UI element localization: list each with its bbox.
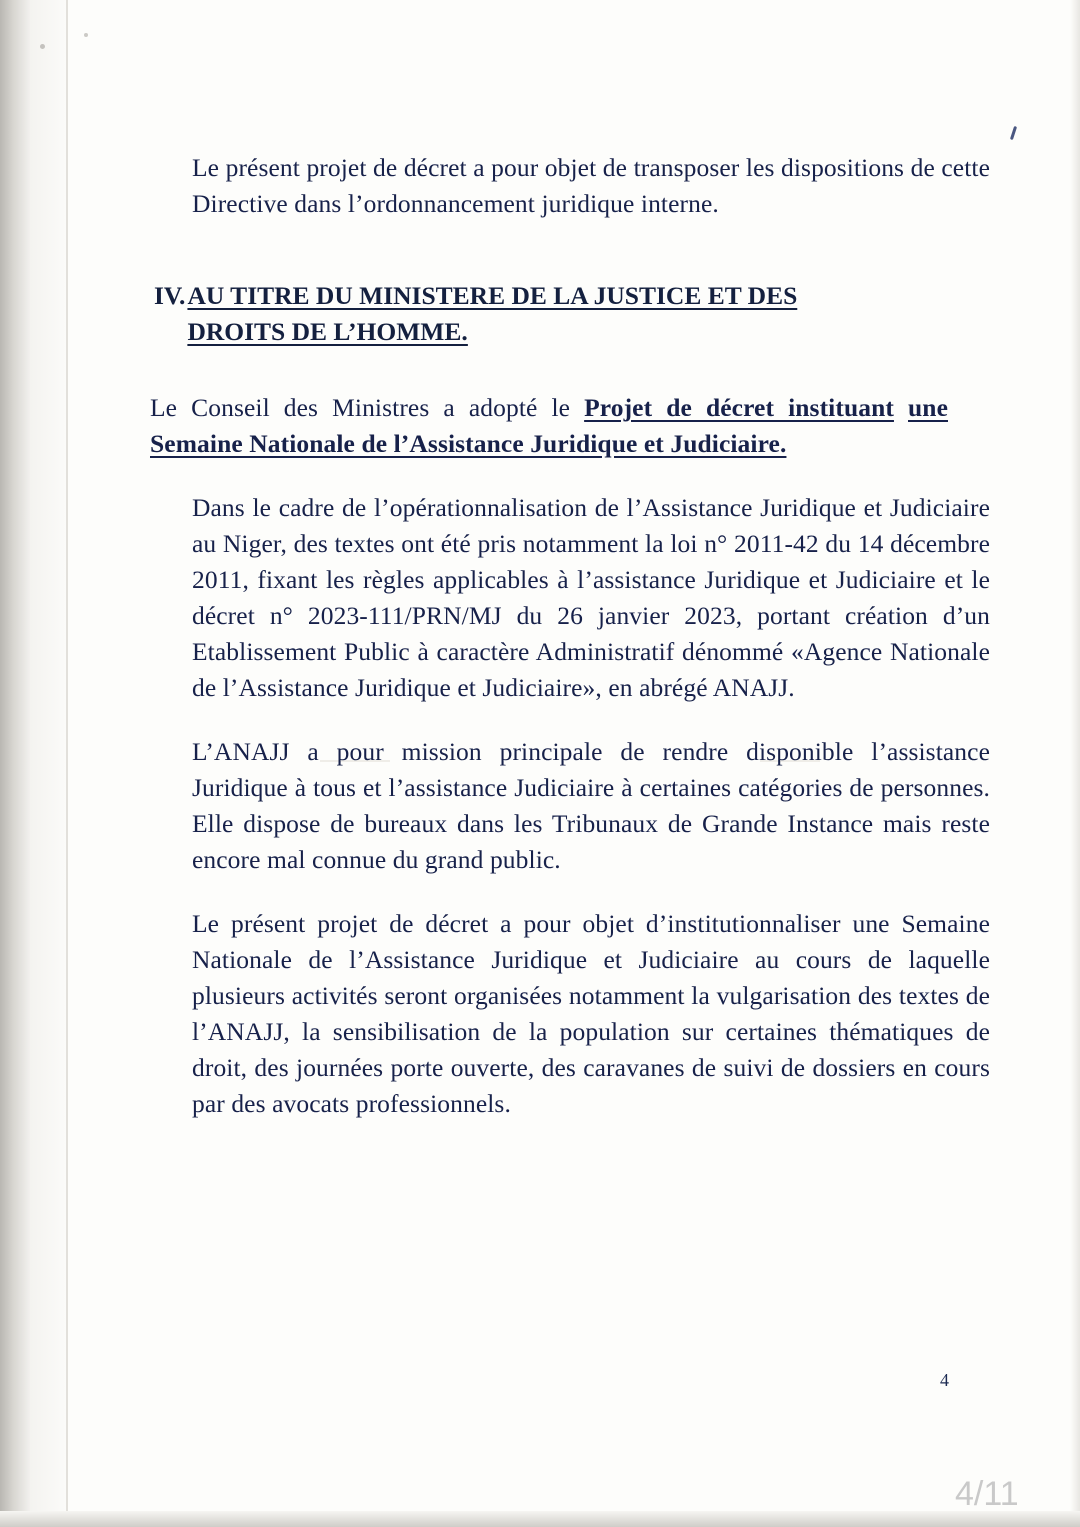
page-left-margin-shadow	[0, 0, 30, 1527]
scan-speck	[40, 44, 45, 49]
page-left-margin-light	[30, 0, 66, 1527]
paragraph-anajj-mission: L’ANAJJ a pour mission principale de rendre disponible l’assistance Juridique à tous et l’assistance Judiciaire à certaines catégories de personnes. Elle dispose de bureaux dans les Tribunaux de Grande Instance mais reste encore mal connue du grand public.	[192, 737, 990, 874]
pen-mark	[1010, 126, 1017, 140]
paragraph-transposition: Le présent projet de décret a pour objet de transposer les dispositions de cette Directive dans l’ordonnancement juridique interne.	[192, 153, 990, 218]
section-title	[187, 278, 977, 350]
paragraph-decree-object: Le présent projet de décret a pour objet d’institutionnaliser une Semaine Nationale de l’Assistance Juridique et Judiciaire au cours de laquelle plusieurs activités seront organisées notamment la vulgarisation des textes de l’ANAJJ, la sensibilisation de la population sur certaines thématiques de droit, des journées porte ouverte, des caravanes de suivi de dossiers en cours par des avocats professionnels.	[192, 909, 990, 1118]
document-body	[150, 150, 990, 1150]
section-heading	[154, 278, 990, 350]
pager-indicator: 4/11	[955, 1475, 1019, 1513]
section-title-line1: AU TITRE DU MINISTERE DE LA JUSTICE ET DES	[187, 281, 798, 310]
adoption-emphasis-line2: une Semaine Nationale de l’Assistance Juridique et Judiciaire.	[150, 393, 948, 458]
section-number: IV.	[154, 281, 186, 310]
page-number: 4	[940, 1370, 949, 1390]
scan-speck	[84, 33, 88, 37]
page-fold-line	[66, 0, 68, 1527]
page-bottom-edge-shadow	[0, 1511, 1080, 1527]
section-title-line2: DROITS DE L’HOMME.	[187, 317, 468, 346]
adoption-emphasis-line1: Projet de décret instituant	[584, 393, 894, 422]
paragraph-context: Dans le cadre de l’opérationnalisation de l’Assistance Juridique et Judiciaire au Niger, des textes ont été pris notamment la loi n° 2011-42 du 14 décembre 2011, fixant les règles applicables à l’assistance Juridique et Judiciaire et le décret n° 2023-111/PRN/MJ du 26 janvier 2023, portant création d’un Etablissement Public à caractère Administratif dénommé «Agence Nationale de l’Assistance Juridique et Judiciaire», en abrégé ANAJJ.	[192, 493, 990, 702]
page-right-edge-shadow	[1070, 0, 1080, 1527]
paragraph-adoption	[150, 390, 948, 462]
adoption-lead: Le Conseil des Ministres a adopté le	[150, 393, 585, 422]
